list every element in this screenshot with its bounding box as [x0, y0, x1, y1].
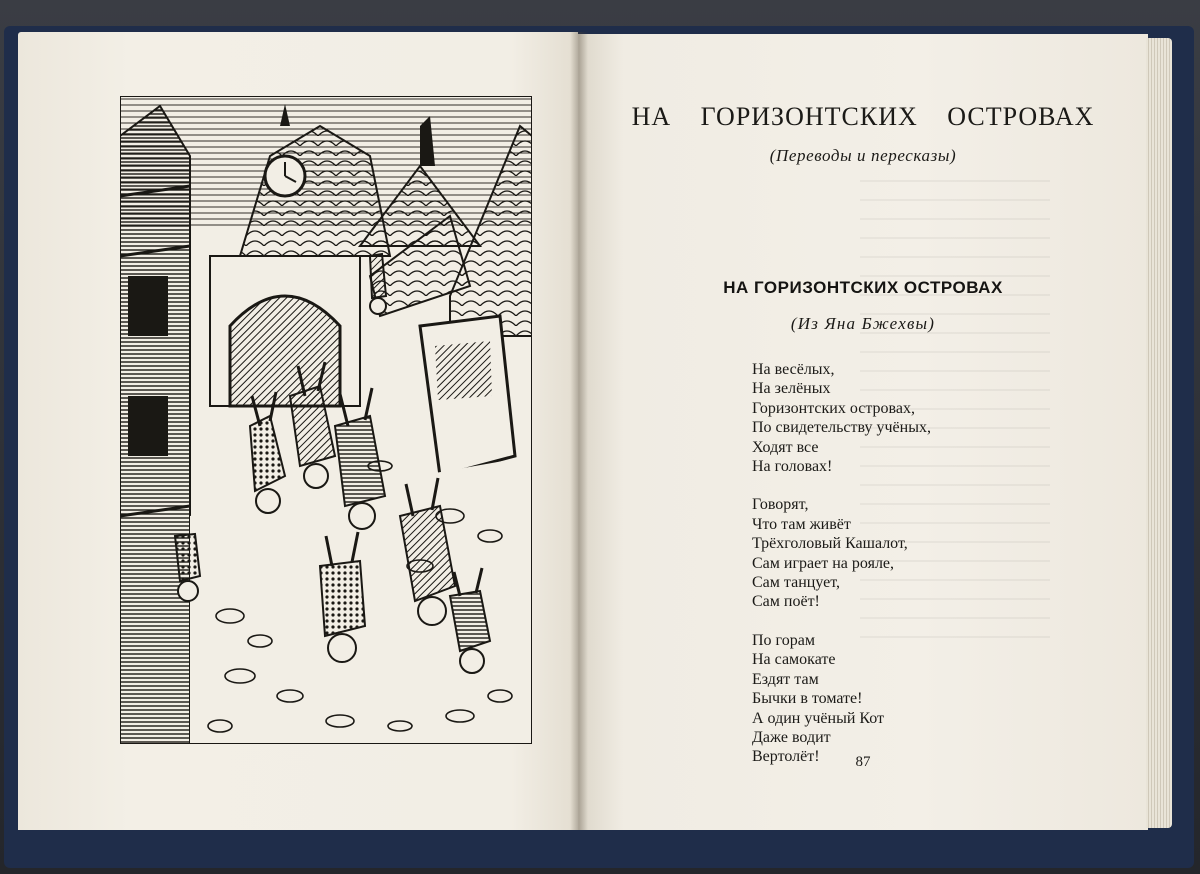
poem-line: Что там живёт — [752, 515, 851, 533]
section-title: НА ГОРИЗОНТСКИХ ОСТРОВАХ — [631, 102, 1095, 131]
poem-line: Ходят все — [752, 438, 819, 456]
section-subtitle: (Переводы и пересказы) — [769, 146, 957, 165]
poem-line: Говорят, — [752, 496, 809, 514]
page-edges — [1146, 38, 1172, 828]
poem-line: По горам — [752, 631, 815, 649]
poem-line: Трёхголовый Кашалот, — [752, 535, 908, 553]
poem-title: НА ГОРИЗОНТСКИХ ОСТРОВАХ — [723, 278, 1003, 297]
poem-source: (Из Яна Бжехвы) — [790, 314, 936, 333]
poem-line: На головах! — [752, 458, 833, 476]
poem-line: Ездят там — [752, 670, 819, 688]
stanza — [752, 495, 1052, 611]
stanza — [752, 631, 1052, 767]
stanza — [752, 360, 1052, 476]
poem-body — [752, 360, 1052, 786]
page-number: 87 — [855, 754, 871, 770]
poem-line: Горизонтских островах, — [752, 399, 915, 417]
poem-line: Бычки в томате! — [752, 690, 863, 708]
poem-line: На самокате — [752, 651, 836, 669]
poem-line: Сам играет на рояле, — [752, 554, 895, 572]
illustration-upside-down-town — [120, 96, 532, 744]
poem-line: Сам танцует, — [752, 574, 840, 592]
poem-line: Вертолёт! — [752, 748, 820, 766]
poem-line: На зелёных — [752, 380, 831, 398]
poem-line: По свидетельству учёных, — [752, 419, 931, 437]
poem-line: Даже водит — [752, 728, 831, 746]
poem-line: Сам поёт! — [752, 593, 820, 611]
poem-line: А один учёный Кот — [752, 709, 885, 727]
poem-line: На весёлых, — [752, 361, 835, 378]
